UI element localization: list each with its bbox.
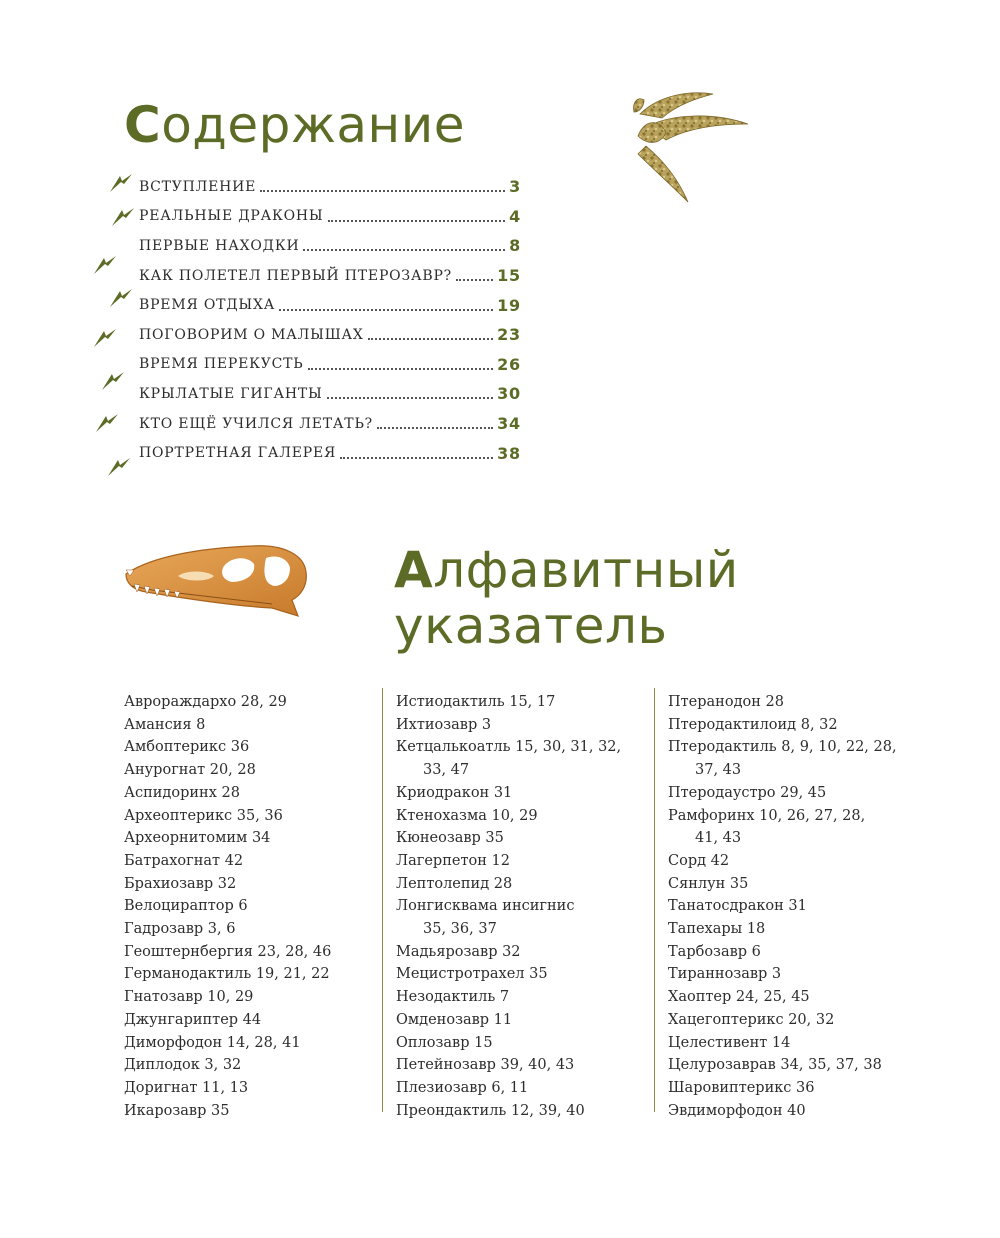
- index-entry-continuation: 35, 36, 37: [423, 921, 497, 938]
- toc-entry[interactable]: [139, 350, 521, 380]
- toc-entry[interactable]: [139, 172, 521, 202]
- toc-leader-dots: [456, 278, 493, 281]
- index-entry-continuation: 33, 47: [423, 762, 470, 779]
- toc-leader-dots: [260, 189, 505, 192]
- index-entry: Лептолепид 28: [396, 875, 513, 892]
- toc-entry-label: КАК ПОЛЕТЕЛ ПЕРВЫЙ ПТЕРОЗАВР?: [139, 267, 452, 284]
- index-entry: Целестивент 14: [668, 1034, 791, 1051]
- index-entry: Птеродаустро 29, 45: [668, 784, 827, 801]
- toc-entry-page: 4: [509, 206, 521, 226]
- index-entry: Хацегоптерикс 20, 32: [668, 1011, 835, 1028]
- index-entry-continuation: 41, 43: [695, 830, 742, 847]
- index-title: [394, 542, 739, 654]
- index-entry: Кетцалькоатль 15, 30, 31, 32,: [396, 739, 622, 756]
- index-column-3: [668, 691, 897, 1122]
- index-entry: Омденозавр 11: [396, 1011, 513, 1028]
- toc-entry[interactable]: [139, 409, 521, 439]
- index-entry: Шаровиптерикс 36: [668, 1079, 815, 1096]
- index-entry: Рамфоринх 10, 26, 27, 28,: [668, 807, 866, 824]
- pterosaur-silhouette-icon: [94, 412, 120, 434]
- toc-entry-label: ВРЕМЯ ОТДЫХА: [139, 297, 276, 314]
- index-entry: Мецистротрахел 35: [396, 966, 548, 983]
- contents-title: [124, 96, 465, 154]
- index-entry: Доригнат 11, 13: [124, 1079, 249, 1096]
- pterosaur-silhouette-icon: [106, 456, 132, 478]
- index-column-2: [396, 691, 621, 1122]
- toc-entry-page: 19: [497, 295, 521, 315]
- index-entry: Геоштернбергия 23, 28, 46: [124, 943, 332, 960]
- footprint-fossil-icon: [618, 84, 758, 204]
- toc-entry-page: 26: [497, 354, 521, 374]
- toc-entry[interactable]: [139, 202, 521, 232]
- table-of-contents: [139, 172, 521, 468]
- contents-title-initial: С: [124, 96, 162, 154]
- toc-leader-dots: [340, 456, 493, 459]
- index-entry: Тираннозавр 3: [668, 966, 782, 983]
- index-entry: Амансия 8: [124, 716, 206, 733]
- index-entry: Батрахогнат 42: [124, 852, 244, 869]
- pterosaur-silhouette-icon: [108, 172, 134, 194]
- index-entry: Птеродактилоид 8, 32: [668, 716, 838, 733]
- index-entry: Анурогнат 20, 28: [124, 762, 256, 779]
- index-entry: Криодракон 31: [396, 784, 513, 801]
- toc-entry-page: 30: [497, 384, 521, 404]
- pterosaur-skull-icon: [122, 536, 312, 620]
- index-entry: Аврораждархо 28, 29: [124, 694, 287, 710]
- index-entry-continuation: 37, 43: [695, 762, 742, 779]
- index-entry: Гнатозавр 10, 29: [124, 989, 254, 1006]
- index-entry: Петейнозавр 39, 40, 43: [396, 1057, 575, 1074]
- index-entry: Плезиозавр 6, 11: [396, 1079, 529, 1096]
- pterosaur-silhouette-icon: [110, 206, 136, 228]
- toc-entry[interactable]: [139, 320, 521, 350]
- toc-entry[interactable]: [139, 290, 521, 320]
- index-entry: Икарозавр 35: [124, 1102, 230, 1119]
- toc-entry-page: 38: [497, 443, 521, 463]
- toc-entry[interactable]: [139, 261, 521, 291]
- toc-leader-dots: [377, 426, 493, 429]
- pterosaur-silhouette-icon: [92, 327, 118, 349]
- index-entry: Сянлун 35: [668, 875, 749, 892]
- index-entry: Археорнитомим 34: [124, 830, 271, 847]
- index-entry: Оплозавр 15: [396, 1034, 493, 1051]
- index-entry: Лагерпетон 12: [396, 852, 510, 869]
- index-entry: Птеранодон 28: [668, 694, 784, 710]
- index-entry: Птеродактиль 8, 9, 10, 22, 28,: [668, 739, 897, 756]
- pterosaur-silhouette-icon: [92, 254, 118, 276]
- toc-leader-dots: [303, 248, 505, 251]
- toc-entry-label: РЕАЛЬНЫЕ ДРАКОНЫ: [139, 208, 324, 225]
- column-divider: [654, 688, 655, 1112]
- index-entry: Тапехары 18: [668, 921, 766, 938]
- toc-entry[interactable]: [139, 231, 521, 261]
- index-title-line2: указатель: [394, 597, 668, 655]
- toc-entry-page: 34: [497, 414, 521, 434]
- index-entry: Сорд 42: [668, 852, 730, 869]
- toc-entry-page: 3: [509, 177, 521, 197]
- index-entry: Диплодок 3, 32: [124, 1057, 242, 1074]
- index-entry: Эвдиморфодон 40: [668, 1102, 806, 1119]
- index-title-initial: А: [394, 541, 434, 599]
- index-entry: Кюнеозавр 35: [396, 830, 504, 847]
- toc-leader-dots: [308, 367, 494, 370]
- toc-leader-dots: [279, 308, 493, 311]
- toc-entry-label: ВСТУПЛЕНИЕ: [139, 178, 257, 195]
- index-entry: Брахиозавр 32: [124, 875, 237, 892]
- index-entry: Танатосдракон 31: [668, 898, 807, 915]
- index-entry: Аспидоринх 28: [124, 784, 240, 801]
- pterosaur-silhouette-icon: [100, 370, 126, 392]
- toc-leader-dots: [327, 396, 494, 399]
- toc-entry-page: 8: [509, 236, 521, 256]
- index-column-1: [124, 691, 331, 1122]
- toc-entry[interactable]: [139, 438, 521, 468]
- index-entry: Преондактиль 12, 39, 40: [396, 1102, 585, 1119]
- column-divider: [382, 688, 383, 1112]
- toc-entry-label: ПОГОВОРИМ О МАЛЫШАХ: [139, 326, 364, 343]
- index-entry: Лонгисквама инсигнис: [396, 898, 575, 915]
- toc-entry-label: КТО ЕЩЁ УЧИЛСЯ ЛЕТАТЬ?: [139, 415, 373, 432]
- toc-entry-label: ПЕРВЫЕ НАХОДКИ: [139, 237, 300, 254]
- index-entry: Германодактиль 19, 21, 22: [124, 966, 330, 983]
- index-entry: Велоцираптор 6: [124, 898, 248, 915]
- toc-entry-page: 15: [497, 266, 521, 286]
- index-entry: Джунгариптер 44: [124, 1011, 262, 1028]
- index-title-line1-rest: лфавитный: [433, 541, 739, 599]
- toc-entry-label: КРЫЛАТЫЕ ГИГАНТЫ: [139, 385, 323, 402]
- index-entry: Хаоптер 24, 25, 45: [668, 989, 810, 1006]
- contents-title-rest: одержание: [161, 96, 465, 154]
- index-entry: Целурозаврав 34, 35, 37, 38: [668, 1057, 882, 1074]
- index-entry: Незодактиль 7: [396, 989, 510, 1006]
- index-entry: Мадьярозавр 32: [396, 943, 521, 960]
- index-entry: Истиодактиль 15, 17: [396, 694, 556, 710]
- index-entry: Гадрозавр 3, 6: [124, 921, 236, 938]
- toc-entry-label: ПОРТРЕТНАЯ ГАЛЕРЕЯ: [139, 445, 337, 462]
- toc-leader-dots: [368, 337, 493, 340]
- index-entry: Археоптерикс 35, 36: [124, 807, 283, 824]
- index-entry: Ктенохазма 10, 29: [396, 807, 538, 824]
- toc-entry-page: 23: [497, 325, 521, 345]
- index-entry: Диморфодон 14, 28, 41: [124, 1034, 301, 1051]
- index-entry: Тарбозавр 6: [668, 943, 761, 960]
- index-entry: Амбоптерикс 36: [124, 739, 250, 756]
- toc-entry[interactable]: [139, 379, 521, 409]
- index-entry: Ихтиозавр 3: [396, 716, 492, 733]
- pterosaur-silhouette-icon: [108, 287, 134, 309]
- toc-leader-dots: [328, 219, 506, 222]
- toc-entry-label: ВРЕМЯ ПЕРЕКУСТЬ: [139, 356, 304, 373]
